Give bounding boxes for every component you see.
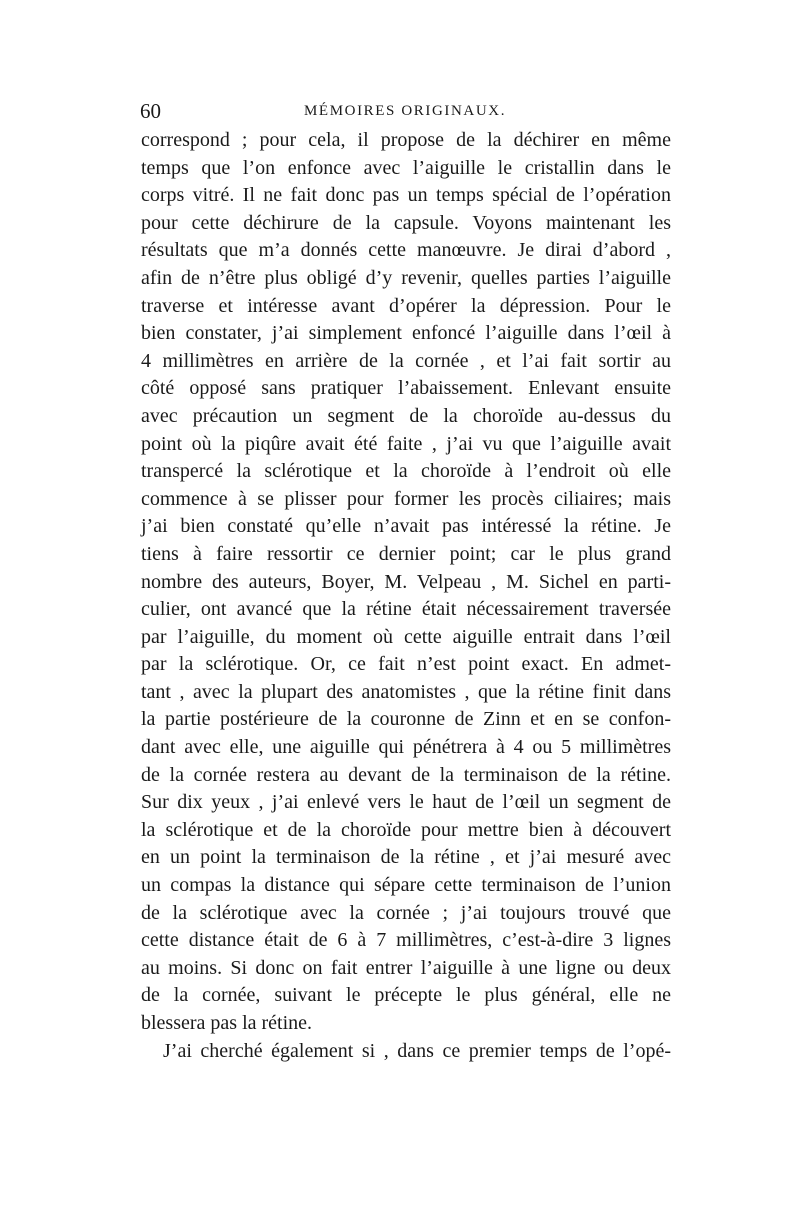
text-line: culier, ont avancé que la rétine était nécessairement traversée xyxy=(141,598,671,621)
text-line: au moins. Si donc on fait entrer l’aiguille à une ligne ou deux xyxy=(141,956,671,979)
text-line: avec précaution un segment de la choroïde au-dessus du xyxy=(141,404,671,427)
text-line: tiens à faire ressortir ce dernier point; car le plus grand xyxy=(141,542,671,565)
page-number: 60 xyxy=(140,99,161,123)
text-line: dant avec elle, une aiguille qui pénétrera à 4 ou 5 millimètres xyxy=(141,736,671,759)
paragraph-end-line: blessera pas la rétine. xyxy=(141,1012,313,1034)
text-line: la sclérotique et de la choroïde pour mettre bien à découvert xyxy=(141,818,671,841)
text-line: cette distance était de 6 à 7 millimètres, c’est-à-dire 3 lignes xyxy=(141,929,671,952)
body-text xyxy=(141,127,671,1065)
text-line: afin de n’être plus obligé d’y revenir, quelles parties l’aiguille xyxy=(141,266,671,289)
text-line: pour cette déchirure de la capsule. Voyons maintenant les xyxy=(141,211,671,234)
text-line: temps que l’on enfonce avec l’aiguille le cristallin dans le xyxy=(141,156,671,179)
text-line: tant , avec la plupart des anatomistes , que la rétine finit dans xyxy=(141,680,671,703)
text-line: corps vitré. Il ne fait donc pas un temps spécial de l’opération xyxy=(141,184,671,207)
running-head: MÉMOIRES ORIGINAUX. xyxy=(304,103,507,119)
text-line: bien constater, j’ai simplement enfoncé l’aiguille dans l’œil à xyxy=(141,322,671,345)
text-line: correspond ; pour cela, il propose de la déchirer en même xyxy=(141,129,671,151)
text-line: commence à se plisser pour former les procès ciliaires; mais xyxy=(141,487,671,510)
text-line: la partie postérieure de la couronne de Zinn et en se confon- xyxy=(141,708,671,731)
text-line: de la cornée restera au devant de la terminaison de la rétine. xyxy=(141,763,671,786)
paragraph-start-line: J’ai cherché également si , dans ce premier temps de l’opé- xyxy=(163,1039,671,1062)
text-line: 4 millimètres en arrière de la cornée , et l’ai fait sortir au xyxy=(141,349,671,372)
text-line: résultats que m’a donnés cette manœuvre. Je dirai d’abord , xyxy=(141,239,671,262)
text-line: Sur dix yeux , j’ai enlevé vers le haut de l’œil un segment de xyxy=(141,791,671,814)
text-line: traverse et intéresse avant d’opérer la dépression. Pour le xyxy=(141,294,671,317)
text-line: point où la piqûre avait été faite , j’ai vu que l’aiguille avait xyxy=(141,432,671,455)
text-line: un compas la distance qui sépare cette terminaison de l’union xyxy=(141,874,671,897)
text-line: de la cornée, suivant le précepte le plus général, elle ne xyxy=(141,984,671,1007)
text-line: nombre des auteurs, Boyer, M. Velpeau , M. Sichel en parti- xyxy=(141,570,671,593)
text-line: j’ai bien constaté qu’elle n’avait pas intéressé la rétine. Je xyxy=(141,515,671,538)
text-line: de la sclérotique avec la cornée ; j’ai toujours trouvé que xyxy=(141,901,671,924)
text-line: par l’aiguille, du moment où cette aiguille entrait dans l’œil xyxy=(141,625,671,648)
text-line: en un point la terminaison de la rétine , et j’ai mesuré avec xyxy=(141,846,671,869)
text-line: transpercé la sclérotique et la choroïde à l’endroit où elle xyxy=(141,460,671,483)
text-line: côté opposé sans pratiquer l’abaissement. Enlevant ensuite xyxy=(141,377,671,400)
text-line: par la sclérotique. Or, ce fait n’est point exact. En admet- xyxy=(141,653,671,676)
page-header xyxy=(140,96,660,126)
